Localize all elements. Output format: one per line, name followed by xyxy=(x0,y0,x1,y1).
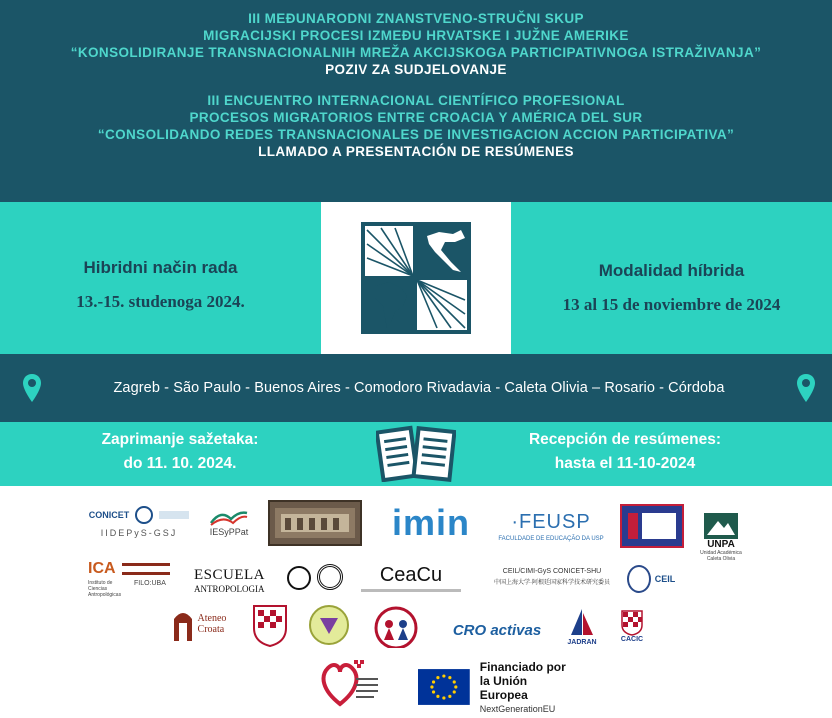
unpa-text: UNPA xyxy=(707,538,735,550)
sponsor-logos xyxy=(0,486,832,718)
logo-unpa xyxy=(698,506,744,568)
ica-sub-text: Instituto de Ciencias Antropológicas xyxy=(88,580,122,598)
event-logo xyxy=(321,202,511,354)
logo-folk-group xyxy=(370,602,422,650)
deadline-hr-label: Zaprimanje sažetaka: xyxy=(101,431,259,448)
document-icon xyxy=(376,424,456,482)
eu-flag-icon xyxy=(418,669,470,705)
arch-icon xyxy=(172,607,194,641)
ceil-logo-text: CEIL xyxy=(654,574,676,584)
logo-croactivas xyxy=(446,616,548,644)
header-banner xyxy=(0,0,832,202)
checker-shield-icon xyxy=(621,610,643,636)
logo-imin xyxy=(378,504,484,542)
croata-text: Croata xyxy=(197,624,225,635)
ateneo-text: Ateneo xyxy=(197,613,227,624)
deadline-es-date: hasta el 11-10-2024 xyxy=(554,455,696,472)
mode-hr-label: Hibridni način rada xyxy=(83,258,238,277)
logo-seal-2 xyxy=(316,562,344,592)
logo-ica xyxy=(88,558,184,600)
logo-escuela xyxy=(194,562,284,598)
location-pin-icon xyxy=(22,373,42,403)
globe-icon xyxy=(135,506,153,524)
mode-es xyxy=(511,261,832,315)
cacic-text: CACIC xyxy=(620,635,644,643)
mode-hr-date: 13.-15. studenoga 2024. xyxy=(76,292,245,311)
filo-text: FILO:UBA xyxy=(134,580,166,587)
hr-title-2: MIGRACIJSKI PROCESI IZMEĐU HRVATSKE I JUŽNE AMERIKE xyxy=(203,28,629,43)
hr-call: POZIV ZA SUDJELOVANJE xyxy=(325,62,507,77)
imin-text: imin xyxy=(391,502,470,543)
sail-icon xyxy=(569,607,595,639)
crest-icon xyxy=(250,602,290,648)
unpa-sub-text: Unidad Académica Caleta Olivia xyxy=(700,549,742,562)
logo-round-emblem xyxy=(306,602,352,648)
cities-bar xyxy=(0,354,832,422)
escuela-text: ESCUELA xyxy=(194,566,265,583)
mode-hr xyxy=(0,258,321,312)
conicet-text: CONICET xyxy=(88,510,130,520)
logo-building-photo xyxy=(268,500,362,546)
emblem-icon xyxy=(627,565,651,593)
building-icon xyxy=(275,508,355,538)
logo-archivo xyxy=(620,504,684,548)
deadline-es-label: Recepción de resúmenes: xyxy=(528,431,722,448)
logo-ceacu xyxy=(356,560,466,596)
logo-iesyppat xyxy=(205,502,253,542)
mode-es-date: 13 al 15 de noviembre de 2024 xyxy=(562,295,781,314)
logo-eu xyxy=(418,660,578,714)
iesyppat-text: IESyPPat xyxy=(209,527,249,537)
ceacu-text: CeaCu xyxy=(379,564,443,586)
heart-ribbon-icon xyxy=(320,656,382,708)
logo-ceil-conicet xyxy=(622,560,680,598)
cities-list: Zagreb - São Paulo - Buenos Aires - Comodoro Rivadavia - Caleta Olivia – Rosario - Córdoba xyxy=(113,380,725,396)
emblem-icon xyxy=(308,604,350,646)
logo-ceil-text xyxy=(484,562,620,592)
activas-text: CRO activas xyxy=(452,621,542,639)
mode-es-label: Modalidad híbrida xyxy=(598,261,745,280)
ceil-sub-text: 中国上海大学·阿根廷国家科学技术研究委员 xyxy=(494,580,610,586)
ceil-text: CEIL/CIMI-GyS CONICET-SHU xyxy=(502,568,602,575)
mountain-icon xyxy=(704,513,738,539)
es-title-3: “CONSOLIDANDO REDES TRANSNACIONALES DE INVESTIGACION ACCION PARTICIPATIVA” xyxy=(97,127,735,142)
es-title-2: PROCESOS MIGRATORIOS ENTRE CROACIA Y AMÉRICA DEL SUR xyxy=(189,110,643,125)
deadline-hr xyxy=(60,428,300,476)
deadline-hr-date: do 11. 10. 2024. xyxy=(123,455,237,472)
logo-jadran xyxy=(562,602,602,650)
location-pin-icon xyxy=(796,373,816,403)
feusp-sub-text: FACULDADE DE EDUCAÇÃO DA USP xyxy=(498,535,604,542)
hr-title-1: III MEĐUNARODNI ZNANSTVENO-STRUČNI SKUP xyxy=(248,11,584,26)
logo-ateneo xyxy=(166,604,232,644)
eu-nextgen-text: NextGenerationEU xyxy=(479,704,556,714)
jadran-text: JADRAN xyxy=(567,638,597,646)
logo-heart-ribbon xyxy=(318,654,384,710)
logo-crest-1 xyxy=(248,600,292,650)
es-call: LLAMADO A PRESENTACIÓN DE RESÚMENES xyxy=(258,144,574,159)
deadline-es xyxy=(500,428,750,476)
logo-seal-1 xyxy=(286,564,312,592)
croatia-south-america-logo-icon xyxy=(361,222,471,334)
logo-conicet xyxy=(88,500,190,544)
feusp-text: ·FEUSP xyxy=(511,510,591,533)
eu-funded-text: Financiado por xyxy=(479,660,566,674)
folk-dance-icon xyxy=(372,604,420,648)
iideps-text: IIDEPyS-GSJ xyxy=(100,528,178,538)
seal-icon xyxy=(287,566,311,590)
ica-text: ICA xyxy=(88,560,116,577)
es-title-1: III ENCUENTRO INTERNACIONAL CIENTÍFICO PROFESIONAL xyxy=(207,93,625,108)
antropologia-text: ANTROPOLOGIA xyxy=(194,583,265,594)
logo-feusp xyxy=(498,506,604,546)
seal-icon xyxy=(317,564,343,590)
waves-icon xyxy=(209,507,249,527)
eu-union-text: la Unión Europea xyxy=(479,674,528,702)
hr-title-3: “KONSOLIDIRANJE TRANSNACIONALNIH MREŽA AKCIJSKOGA PARTICIPATIVNOGA ISTRAŽIVANJA” xyxy=(70,45,762,60)
logo-cacic xyxy=(618,600,646,652)
